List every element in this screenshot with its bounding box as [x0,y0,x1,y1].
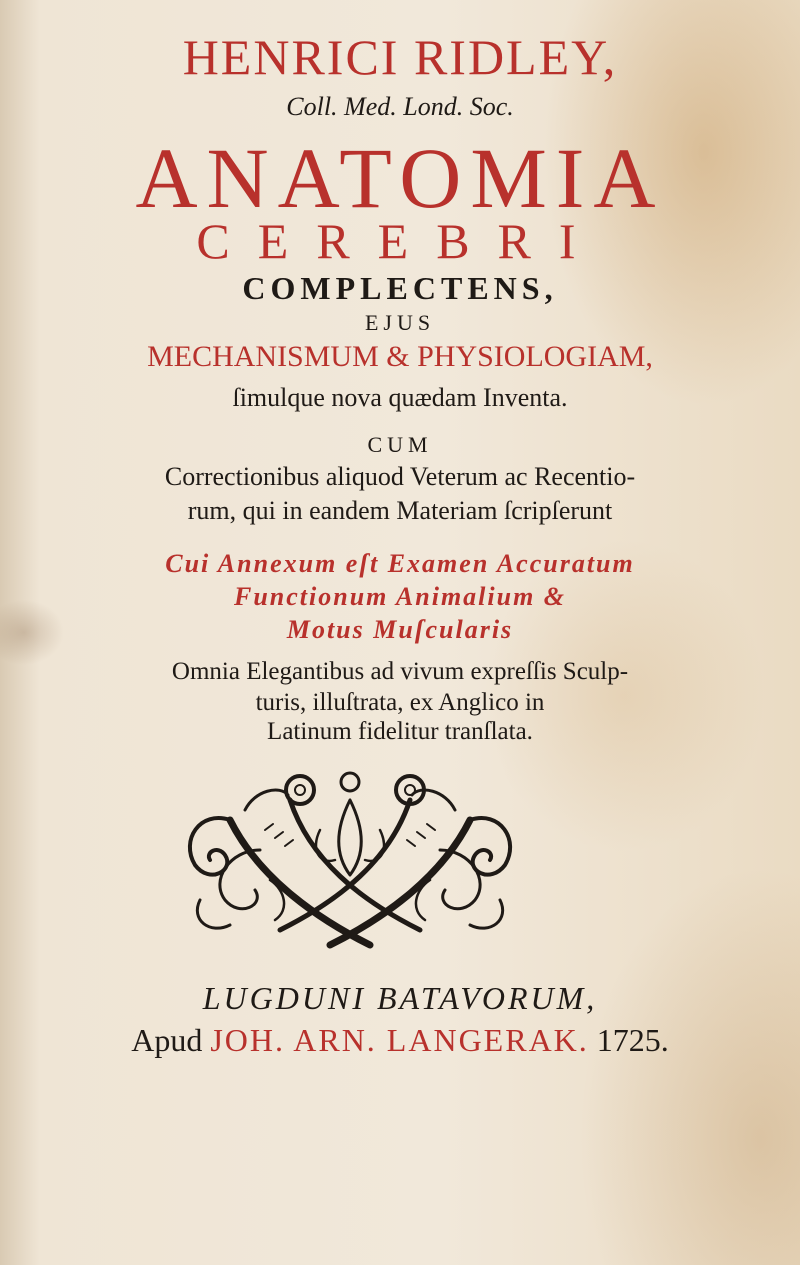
omnia-line-2: turis, illuſtrata, ex Anglico in [255,689,545,716]
title-mechanismum: MECHANISMUM & PHYSIOLOGIAM, [147,340,653,373]
title-ejus: EJUS [364,310,436,335]
imprint-year: 1725. [596,1022,669,1058]
annexum-line-3: Motus Muſcularis [286,615,514,644]
title-simulque: ſimulque nova quædam Inventa. [232,383,568,412]
title-complectens: COMPLECTENS, [242,270,558,306]
imprint-printer: JOH. ARN. LANGERAK. [210,1022,589,1058]
imprint-line [0,1022,800,1059]
printers-ornament-icon [170,760,530,950]
author-name: HENRICI RIDLEY, [182,29,618,85]
title-cerebri: CEREBRI [196,213,604,269]
imprint-apud: Apud [131,1022,203,1058]
imprint-place: LUGDUNI BATAVORUM, [202,980,598,1016]
title-anatomia: ANATOMIA [135,130,665,226]
correctionibus-line-2: rum, qui in eandem Materiam ſcripſerunt [187,496,613,525]
author-society: Coll. Med. Lond. Soc. [286,92,514,121]
cum-heading: CUM [367,432,433,457]
correctionibus-line-1: Correctionibus aliquod Veterum ac Recentio- [164,462,636,491]
annexum-line-1: Cui Annexum eſt Examen Accuratum [165,549,635,578]
omnia-line-1: Omnia Elegantibus ad vivum expreſſis Sculp- [171,658,629,685]
annexum-line-2: Functionum Animalium & [233,582,567,611]
omnia-line-3: Latinum fidelitur tranſlata. [267,718,533,745]
